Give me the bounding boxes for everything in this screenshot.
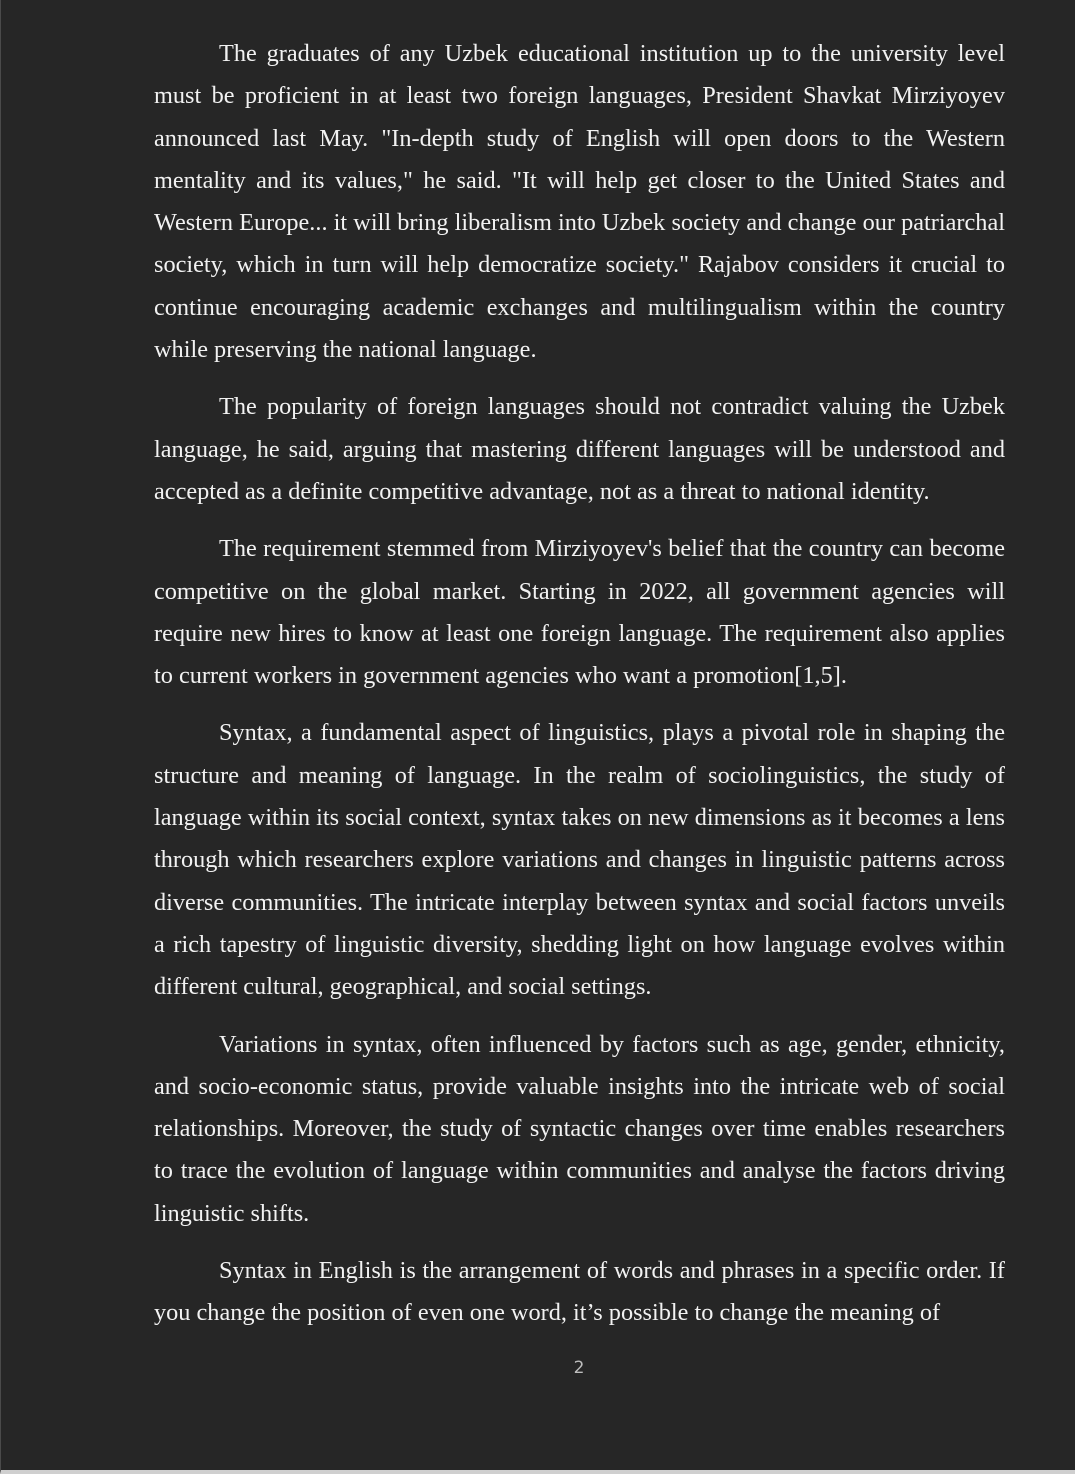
paragraph: The popularity of foreign languages should not contradict valuing the Uzbek language, he said, arguing that mastering different languages will be understood and accepted as a definite competitive advantage, not as a threat to national identity.: [154, 393, 1005, 505]
paragraph: Syntax, a fundamental aspect of linguistics, plays a pivotal role in shaping the structure and meaning of language. In the realm of sociolinguistics, the study of language within its social context, syntax takes on new dimensions as it becomes a lens through which researchers explore variations and changes in linguistic patterns across diverse communities. The intricate interplay between syntax and social factors unveils a rich tapestry of linguistic diversity, shedding light on how language evolves within different cultural, geographical, and social settings.: [154, 719, 1005, 1001]
paragraph: Variations in syntax, often influenced by factors such as age, gender, ethnicity, and socio-economic status, provide valuable insights into the intricate web of social relationships. Moreover, the study of syntactic changes over time enables researchers to trace the evolution of language within communities and analyse the factors driving linguistic shifts.: [154, 1030, 1005, 1227]
paragraph: Syntax in English is the arrangement of words and phrases in a specific order. If you change the position of even one word, it’s possible to change the meaning of: [154, 1257, 1005, 1327]
document-body: [154, 33, 1005, 1350]
paragraph: The requirement stemmed from Mirziyoyev's belief that the country can become competitive on the global market. Starting in 2022, all government agencies will require new hires to know at least one foreign language. The requirement also applies to current workers in government agencies who want a promotion[1,5].: [154, 535, 1005, 690]
paragraph: The graduates of any Uzbek educational institution up to the university level must be proficient in at least two foreign languages, President Shavkat Mirziyoyev announced last May. "In-depth study of English will open doors to the Western mentality and its values," he said. "It will help get closer to the United States and Western Europe... it will bring liberalism into Uzbek society and change our patriarchal society, which in turn will help democratize society." Rajabov considers it crucial to continue encouraging academic exchanges and multilingualism within the country while preserving the national language.: [154, 40, 1005, 364]
page-number: 2: [573, 1358, 585, 1378]
